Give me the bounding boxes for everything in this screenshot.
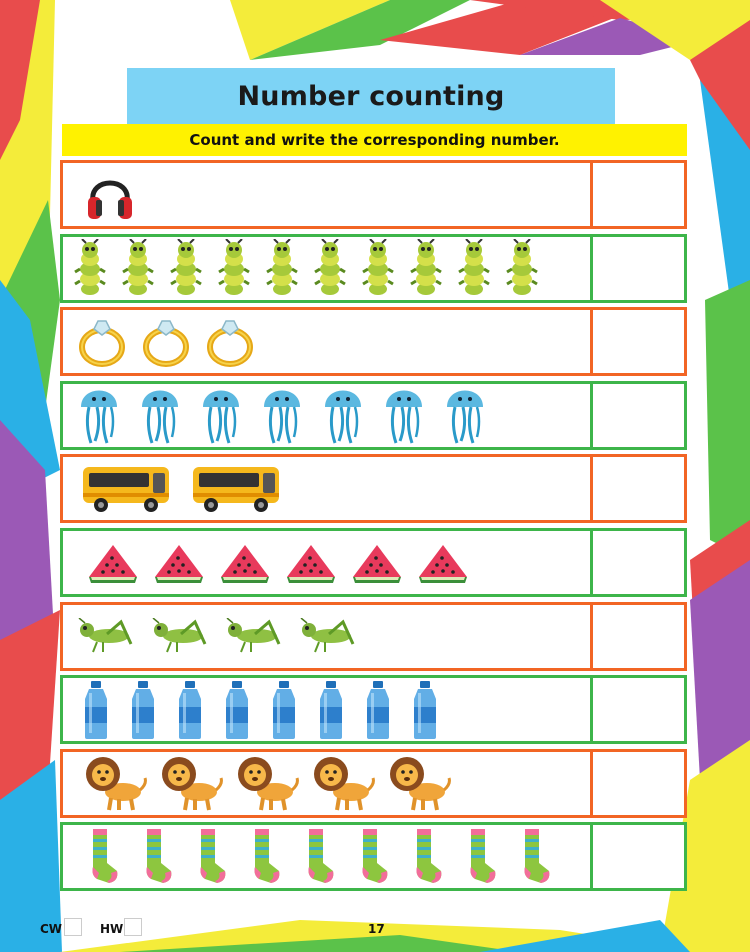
picture-cell [63, 457, 593, 520]
water-bottle-icon [222, 678, 252, 741]
lion-icon [237, 752, 299, 815]
jellyfish-icon [321, 384, 365, 447]
water-bottle-icon [81, 678, 111, 741]
answer-box[interactable] [593, 752, 684, 815]
counting-row-bus [60, 454, 687, 523]
counting-row-caterpillar [60, 234, 687, 303]
caterpillar-icon [505, 237, 539, 300]
caterpillar-icon [169, 237, 203, 300]
counting-row-ring [60, 307, 687, 376]
answer-box[interactable] [593, 457, 684, 520]
lion-icon [389, 752, 451, 815]
watermelon-icon [417, 531, 469, 594]
watermelon-icon [153, 531, 205, 594]
water-bottle-icon [410, 678, 440, 741]
bus-icon [81, 457, 173, 520]
caterpillar-icon [361, 237, 395, 300]
water-bottle-icon [316, 678, 346, 741]
headphones-icon [85, 163, 135, 226]
water-bottle-icon [269, 678, 299, 741]
page-title-bar [127, 68, 615, 124]
answer-box[interactable] [593, 531, 684, 594]
water-bottle-icon [128, 678, 158, 741]
jellyfish-icon [260, 384, 304, 447]
sock-icon [409, 825, 445, 888]
cw-checkbox[interactable] [64, 918, 82, 936]
picture-cell [63, 825, 593, 888]
picture-cell [63, 605, 593, 668]
picture-cell [63, 237, 593, 300]
watermelon-icon [87, 531, 139, 594]
sock-icon [517, 825, 553, 888]
jellyfish-icon [138, 384, 182, 447]
hw-checkbox[interactable] [124, 918, 142, 936]
answer-box[interactable] [593, 384, 684, 447]
grasshopper-icon [77, 605, 135, 668]
counting-row-water-bottle [60, 675, 687, 744]
caterpillar-icon [265, 237, 299, 300]
sock-icon [85, 825, 121, 888]
hw-label: HW [100, 922, 124, 936]
answer-box[interactable] [593, 825, 684, 888]
grasshopper-icon [225, 605, 283, 668]
grasshopper-icon [151, 605, 209, 668]
lion-icon [85, 752, 147, 815]
answer-box[interactable] [593, 237, 684, 300]
counting-row-lion [60, 749, 687, 818]
page-number: 17 [368, 922, 385, 936]
caterpillar-icon [409, 237, 443, 300]
answer-box[interactable] [593, 605, 684, 668]
ring-icon [141, 310, 191, 373]
page-title: Number counting [237, 80, 505, 112]
jellyfish-icon [199, 384, 243, 447]
watermelon-icon [285, 531, 337, 594]
caterpillar-icon [457, 237, 491, 300]
lion-icon [161, 752, 223, 815]
cw-label: CW [40, 922, 63, 936]
caterpillar-icon [217, 237, 251, 300]
picture-cell [63, 678, 593, 741]
jellyfish-icon [77, 384, 121, 447]
instruction-bar [62, 124, 687, 156]
water-bottle-icon [363, 678, 393, 741]
sock-icon [193, 825, 229, 888]
instruction-text: Count and write the corresponding number. [189, 131, 560, 149]
lion-icon [313, 752, 375, 815]
sock-icon [355, 825, 391, 888]
sock-icon [301, 825, 337, 888]
water-bottle-icon [175, 678, 205, 741]
picture-cell [63, 163, 593, 226]
picture-cell [63, 310, 593, 373]
counting-row-sock [60, 822, 687, 891]
counting-row-jellyfish [60, 381, 687, 450]
counting-row-grasshopper [60, 602, 687, 671]
picture-cell [63, 752, 593, 815]
answer-box[interactable] [593, 310, 684, 373]
answer-box[interactable] [593, 163, 684, 226]
picture-cell [63, 384, 593, 447]
bus-icon [191, 457, 283, 520]
sock-icon [247, 825, 283, 888]
ring-icon [77, 310, 127, 373]
sock-icon [463, 825, 499, 888]
jellyfish-icon [382, 384, 426, 447]
jellyfish-icon [443, 384, 487, 447]
grasshopper-icon [299, 605, 357, 668]
sock-icon [139, 825, 175, 888]
watermelon-icon [351, 531, 403, 594]
watermelon-icon [219, 531, 271, 594]
answer-box[interactable] [593, 678, 684, 741]
counting-row-watermelon [60, 528, 687, 597]
caterpillar-icon [121, 237, 155, 300]
picture-cell [63, 531, 593, 594]
counting-row-headphones [60, 160, 687, 229]
ring-icon [205, 310, 255, 373]
caterpillar-icon [73, 237, 107, 300]
caterpillar-icon [313, 237, 347, 300]
